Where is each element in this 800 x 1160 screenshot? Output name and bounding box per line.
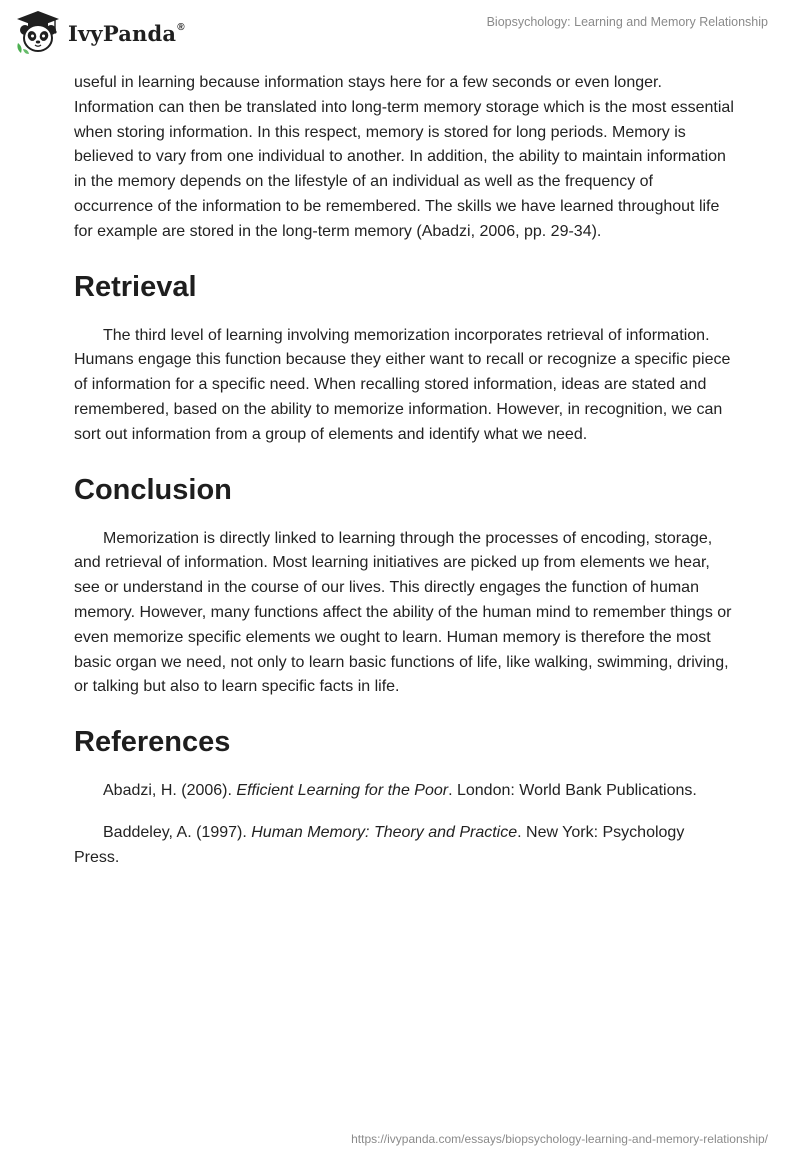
reference-title: Human Memory: Theory and Practice [251, 823, 518, 841]
conclusion-heading: Conclusion [74, 473, 232, 506]
reference-title: Efficient Learning for the Poor [236, 782, 449, 800]
conclusion-paragraph: Memorization is directly linked to learning through the processes of encoding, storage, and retrieval of information. Most learning initiatives are picked up from elements we hear, see or understand in the course of our lives. This directly engages the function of human memory. However, many functions affect the ability of the human mind to remember things or even memorize specific elements we ought to learn. Human memory is therefore the most basic organ we need, not only to learn basic functions of life, like walking, swimming, driving, or talking but also to learn specific facts in life. [74, 529, 732, 696]
source-url[interactable]: https://ivypanda.com/essays/biopsychology-learning-and-memory-relationship/ [351, 1132, 768, 1146]
brand-name: IvyPanda® [68, 20, 185, 46]
panda-graduate-icon [14, 9, 62, 55]
document-title: Biopsychology: Learning and Memory Relationship [486, 15, 768, 29]
reference-item [74, 821, 734, 871]
page-header [0, 0, 800, 64]
reference-publisher: . London: World Bank Publications. [448, 782, 697, 800]
reference-item [74, 779, 734, 804]
reference-authors: Baddeley, A. (1997). [103, 823, 252, 841]
references-heading: References [74, 726, 231, 759]
retrieval-paragraph: The third level of learning involving memorization incorporates retrieval of information. Humans engage this function because they either want to recall or recognize a specific piece of information for a specific need. When recalling stored information, ideas are stated and remembered, based on the ability to memorize information. However, in recognition, we can sort out information from a group of elements and identify what we need. [74, 326, 731, 443]
ivypanda-logo[interactable] [14, 9, 185, 55]
reference-authors: Abadzi, H. (2006). [103, 782, 237, 800]
essay-content [74, 71, 734, 871]
intro-paragraph: useful in learning because information stays here for a few seconds or even longer. Information can then be translated into long-term memory storage which is the most essential when storing information. In this respect, memory is stored for long periods. Memory is believed to vary from one individual to another. In addition, the ability to maintain information in the memory depends on the lifestyle of an individual as well as the frequency of occurrence of the information to be remembered. The skills we have learned throughout life for example are stored in the long-term memory (Abadzi, 2006, pp. 29-34). [74, 74, 734, 240]
reference-publisher: . New York: Psychology Press. [74, 823, 685, 866]
registered-mark: ® [177, 21, 185, 33]
retrieval-heading: Retrieval [74, 270, 197, 303]
